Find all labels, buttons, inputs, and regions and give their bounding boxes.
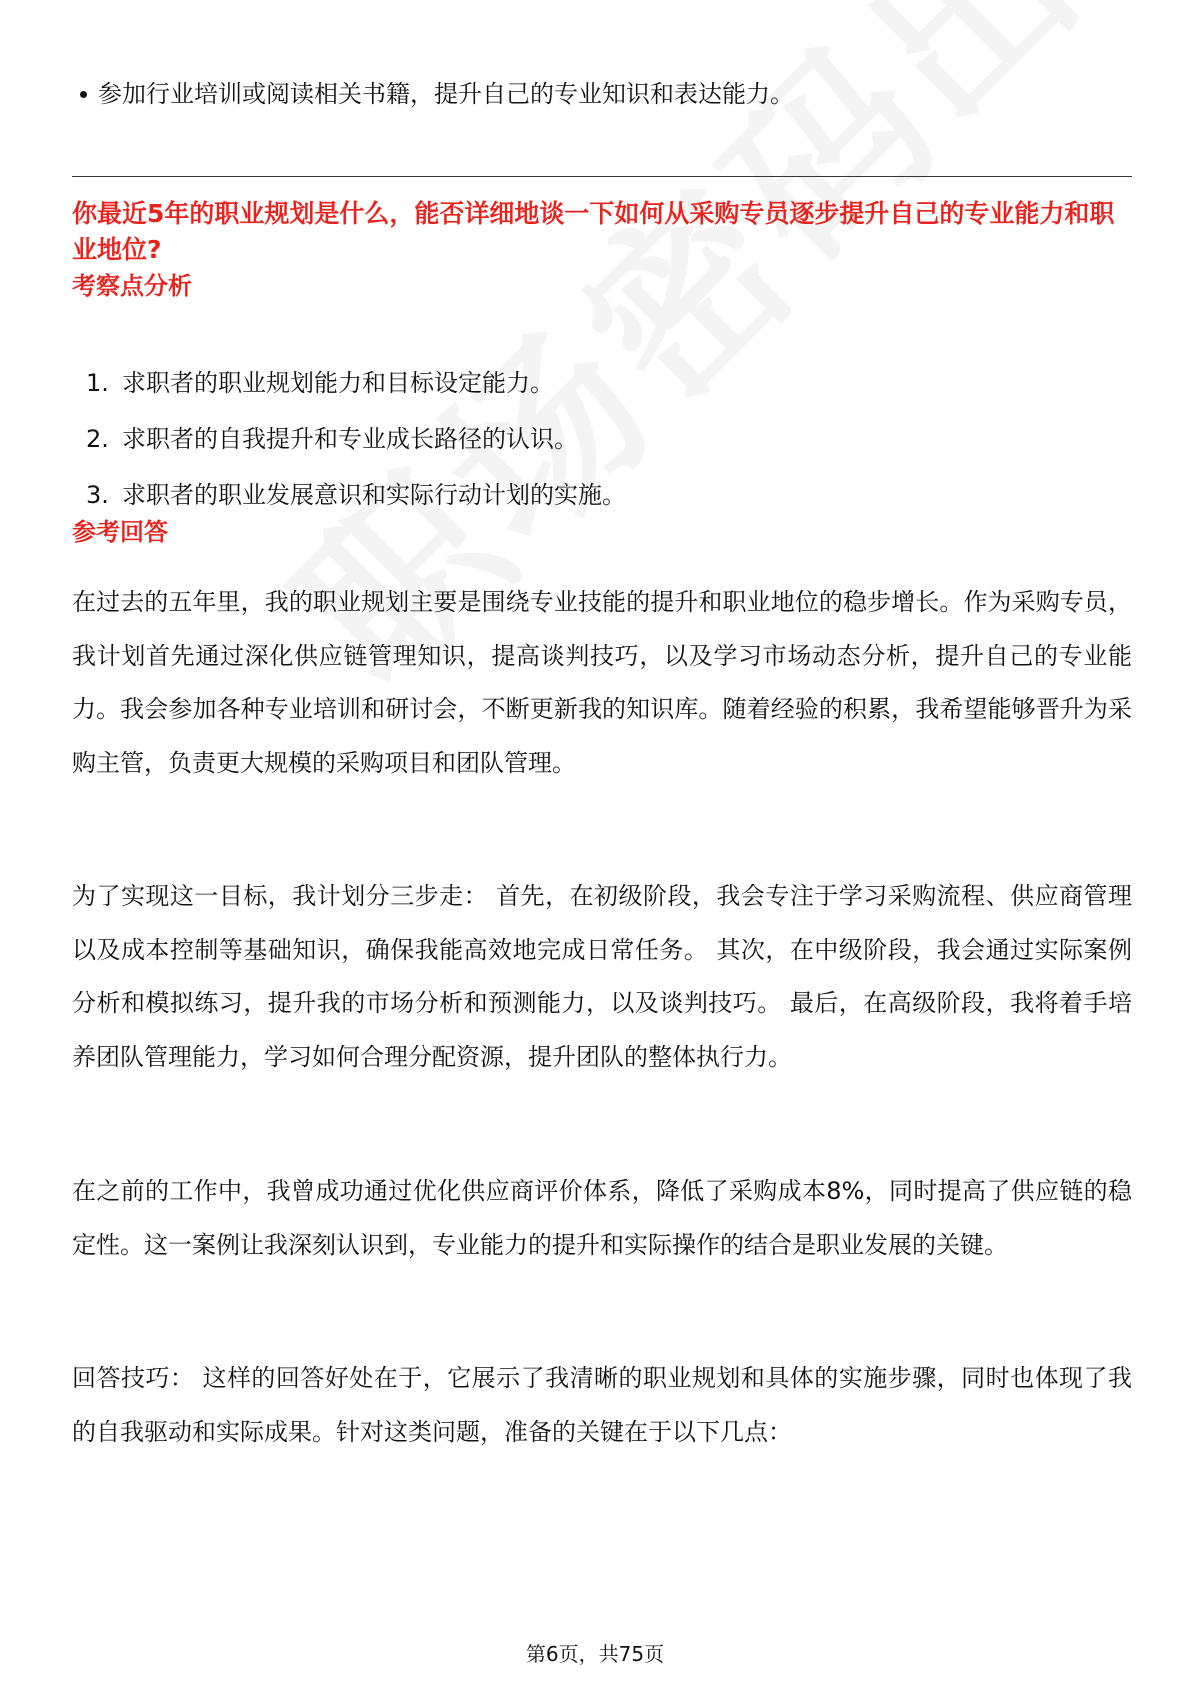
analysis-heading: 考察点分析 xyxy=(72,272,192,300)
list-item-text: 求职者的自我提升和专业成长路径的认识。 xyxy=(122,425,578,453)
document-page xyxy=(72,0,1132,1684)
list-number: 1. xyxy=(86,369,109,397)
list-number: 3. xyxy=(86,481,109,509)
analysis-list-item xyxy=(86,365,626,421)
analysis-list-item xyxy=(86,421,626,477)
section-divider xyxy=(72,176,1132,177)
bullet-item-text: 参加行业培训或阅读相关书籍，提升自己的专业知识和表达能力。 xyxy=(98,80,794,108)
answer-paragraph: 为了实现这一目标，我计划分三步走： 首先，在初级阶段，我会专注于学习采购流程、供应商管理以及成本控制等基础知识，确保我能高效地完成日常任务。 其次，在中级阶段，我会通过实际案例分析和模拟练习，提升我的市场分析和预测能力，以及谈判技巧。 最后，在高级阶段，我将着手培养团队管理能力，学习如何合理分配资源，提升团队的整体执行力。 xyxy=(72,882,1132,1071)
list-number: 2. xyxy=(86,425,109,453)
answer-paragraph: 在过去的五年里，我的职业规划主要是围绕专业技能的提升和职业地位的稳步增长。作为采购专员，我计划首先通过深化供应链管理知识，提高谈判技巧，以及学习市场动态分析，提升自己的专业能力。我会参加各种专业培训和研讨会，不断更新我的知识库。随着经验的积累，我希望能够晋升为采购主管，负责更大规模的采购项目和团队管理。 xyxy=(72,588,1132,777)
bullet-dot-icon xyxy=(80,91,87,98)
list-item-text: 求职者的职业发展意识和实际行动计划的实施。 xyxy=(122,481,626,509)
answer-heading: 参考回答 xyxy=(72,518,168,546)
page-number-footer: 第6页，共75页 xyxy=(525,1642,665,1666)
answer-paragraph: 在之前的工作中，我曾成功通过优化供应商评价体系，降低了采购成本8%，同时提高了供应链的稳定性。这一案例让我深刻认识到，专业能力的提升和实际操作的结合是职业发展的关键。 xyxy=(72,1177,1132,1259)
list-item-text: 求职者的职业规划能力和目标设定能力。 xyxy=(122,369,554,397)
answer-paragraph: 回答技巧： 这样的回答好处在于，它展示了我清晰的职业规划和具体的实施步骤，同时也体现了我的自我驱动和实际成果。针对这类问题，准备的关键在于以下几点： xyxy=(72,1364,1132,1446)
question-heading: 你最近5年的职业规划是什么，能否详细地谈一下如何从采购专员逐步提升自己的专业能力和职业地位? xyxy=(72,199,1115,264)
analysis-list xyxy=(86,365,626,533)
bullet-list-item xyxy=(98,74,794,114)
